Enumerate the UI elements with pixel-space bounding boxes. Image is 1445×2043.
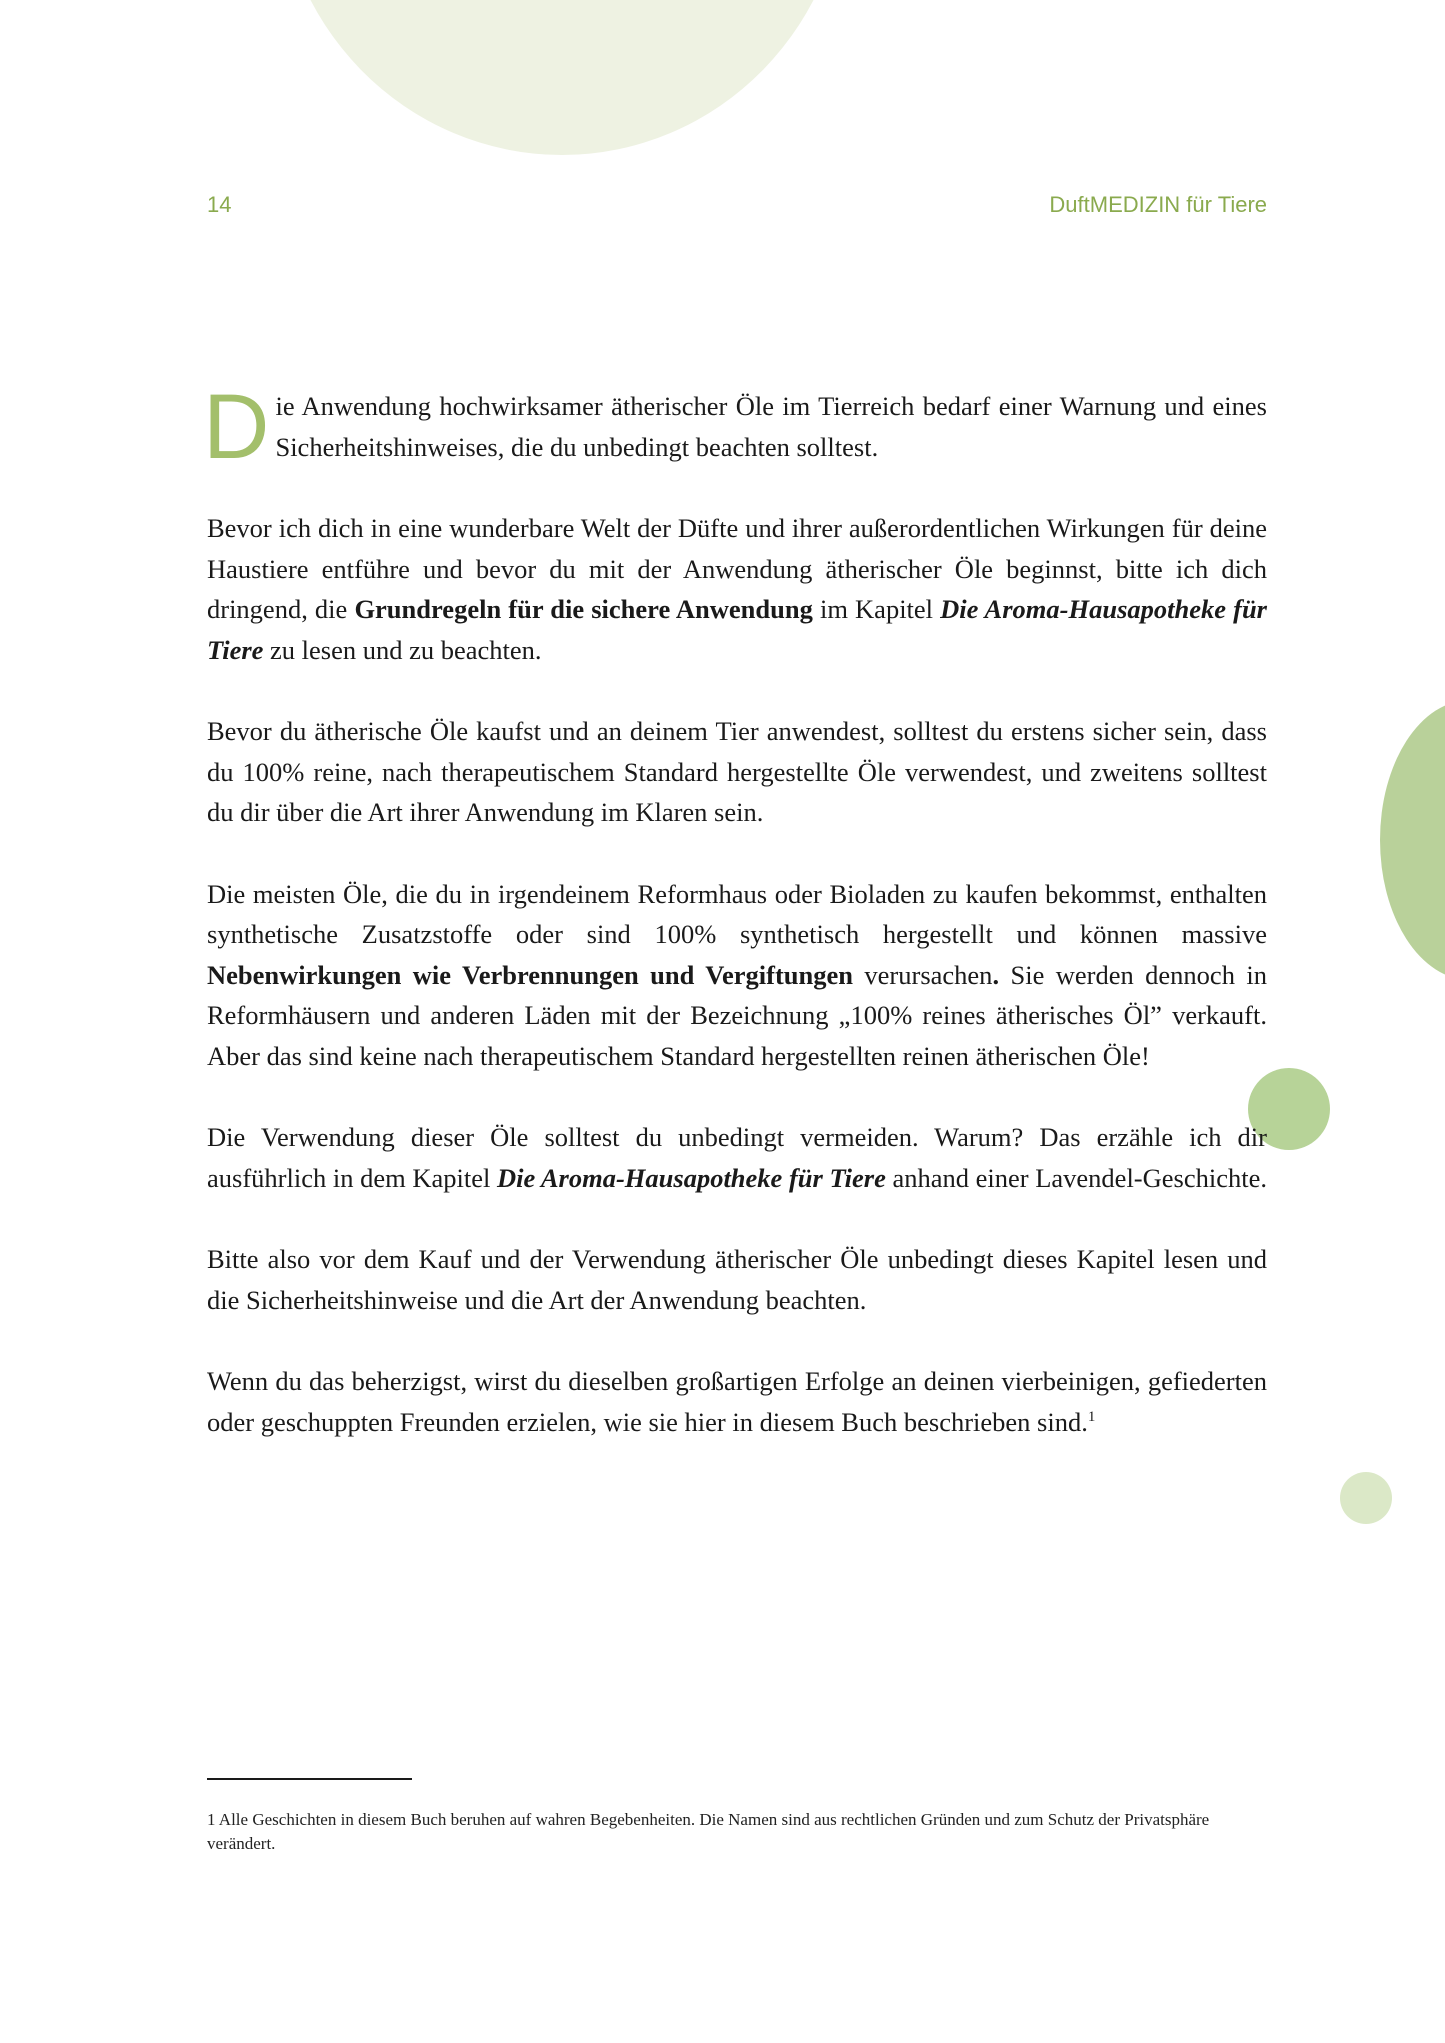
paragraph-grundregeln	[207, 508, 1267, 670]
paragraph-synthetisch	[207, 874, 1267, 1077]
decorative-circle-top	[277, 0, 847, 155]
text-run: im Kapitel	[812, 594, 941, 624]
drop-cap: D	[203, 376, 270, 478]
text-run: verursachen	[853, 959, 993, 990]
text-run: anhand einer Lavendel-Geschichte.	[885, 1162, 1267, 1193]
paragraph-erfolge	[207, 1361, 1267, 1442]
paragraph-kaufen	[207, 711, 1267, 833]
bold-period: .	[992, 959, 1000, 990]
paragraph-text: Bitte also vor dem Kauf und der Verwendung ätherischer Öle unbedingt dieses Kapitel lesen und die Sicherheitshinweise und die Art der Anwendung beachten.	[207, 1244, 1267, 1315]
footnote: 1 Alle Geschichten in diesem Buch beruhen auf wahren Begebenheiten. Die Namen sind aus rechtlichen Gründen und zum Schutz der Privatsphäre verändert.	[207, 1810, 1210, 1853]
paragraph-text: Bevor du ätherische Öle kaufst und an deinem Tier anwendest, solltest du erstens sicher sein, dass du 100% reine, nach therapeutischem Standard hergestellte Öle verwendest, und zweitens solltest du dir über die Art ihrer Anwendung im Klaren sein.	[207, 716, 1267, 827]
paragraph-intro	[203, 376, 1267, 478]
paragraph-text: ie Anwendung hochwirksamer ätherischer Öle im Tierreich bedarf einer Warnung und eines Sicherheitshinweises, die du unbedingt beachten solltest.	[275, 391, 1267, 462]
chapter-reference: Die Aroma-Hausapotheke für Tiere	[207, 594, 1267, 665]
body-text	[203, 376, 1267, 1483]
footnote-reference[interactable]: 1	[1087, 1408, 1096, 1425]
paragraph-kapitel-lesen	[207, 1239, 1267, 1320]
chapter-reference: Die Aroma-Hausapotheke für Tiere	[496, 1162, 886, 1193]
text-run: Die meisten Öle, die du in irgendeinem Reformhaus oder Bioladen zu kaufen bekommst, enthalten synthetische Zusatzstoffe oder sind 100% synthetisch hergestellt und können massive	[207, 878, 1267, 949]
footnote-divider	[207, 1778, 412, 1780]
paragraph-vermeiden	[207, 1117, 1267, 1198]
running-header	[207, 192, 1267, 218]
page-number: 14	[207, 192, 232, 217]
decorative-circle-right-small	[1340, 1472, 1392, 1524]
text-run: zu lesen und zu beachten.	[263, 634, 542, 665]
bold-phrase: Nebenwirkungen wie Verbrennungen und Vergiftungen	[207, 959, 853, 990]
decorative-circle-right-large	[1380, 700, 1445, 980]
paragraph-text: Wenn du das beherzigst, wirst du dieselben großartigen Erfolge an deinen vierbeinigen, gefiederten oder geschuppten Freunden erzielen, wie sie hier in diesem Buch beschrieben sind.	[207, 1366, 1267, 1437]
text-run: Sie werden dennoch in Reformhäusern und anderen Läden mit der Bezeichnung „100% reines ätherisches Öl” verkauft. Aber das sind keine nach therapeutischem Standard hergestellten reinen ätherischen Öle!	[207, 959, 1267, 1071]
book-title: DuftMEDIZIN für Tiere	[1049, 192, 1267, 217]
bold-phrase: Grundregeln für die sichere Anwendung	[354, 594, 813, 624]
text-run: Bevor ich dich in eine wunderbare Welt der Düfte und ihrer außerordentlichen Wirkungen für deine Haustiere entführe und bevor du mit der Anwendung ätherischer Öle beginnst, bitte ich dich dringend, die	[207, 513, 1267, 624]
text-run: Die Verwendung dieser Öle solltest du unbedingt vermeiden. Warum? Das erzähle ich dir ausführlich in dem Kapitel	[207, 1122, 1267, 1193]
